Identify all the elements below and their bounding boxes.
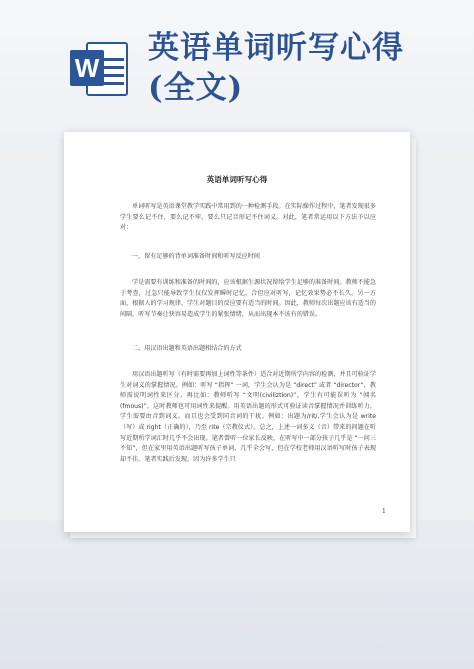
document-title: 英语单词听写心得 [206,175,268,184]
page-title [148,28,458,108]
page-title-line2: (全文) [148,70,244,106]
document-page [64,132,410,532]
section1-paragraph: 学是需要有训练和准备的时间的，应该根据生源状况留给学生足够的准备时间。教师不能急于考查，过急只能导致学生仅仅发挥瞬时记忆，合但应对听写，记忆效果势必不长久。另一方面，根据人的学习规律，学生对题目的反应要有适当的时间。因此，教师每次出题应该有适当的间隔，听写节奏让快容易造成学生的紧张情绪，从而出现本不该有的错误。 [120,279,376,318]
section2-heading: 二、用汉语出题和英语出题相结合的方式 [132,345,242,352]
intro-paragraph: 单词听写是英语课堂教学实践中常用到的一种检测手段。在实际操作过程中，笔者发现很多学生要么记不住，要么记不牢，要么只记音形记不住词义。对此，笔者常运用以下方法予以应对： [120,203,376,232]
section1-heading: 一、留有足够的背单词准备时间和听写反应时间 [132,253,260,260]
section2-paragraph: 用汉语出题听写（有时需要再加上词性等条件）适合对近期所学内容的检测，并且可验证学生对词义的掌握情况。例如：听写 “指挥” 一词，学生会认为是 “direct” 或者 “director”，教师需说明词性来区分。再比如：教师听写 “文明(civiliztion)”，学生有可能误听为 “闻名(fmous)”，这时教师也可用词性来提醒。用英语出题的形式可验证读音掌握情况并训练听力，学生需要由音到词义。而且也会受到同音词的干扰。例如：出题为/rit/,学生会认为是 write（写）或 right（正确的），乃至 rite（宗教仪式）。总之，上述一词多义（音）带来的问题在听写近期所学词汇时几乎不会出现。笔者曾听一位家长反映，在听写中一部分孩子几乎是 “一问三不知”，但在家里用英语出题听写孩子单词，几乎全会写，但在学校老师用汉语听写时孩子表现却不佳。笔者实践后发现，因为许多学生只 [120,371,376,463]
page-number: 1 [382,508,386,515]
page-title-line1: 英语单词听写心得 [148,30,404,66]
word-icon [68,38,130,100]
word-badge: W [70,50,104,86]
bottom-background [0,520,474,669]
